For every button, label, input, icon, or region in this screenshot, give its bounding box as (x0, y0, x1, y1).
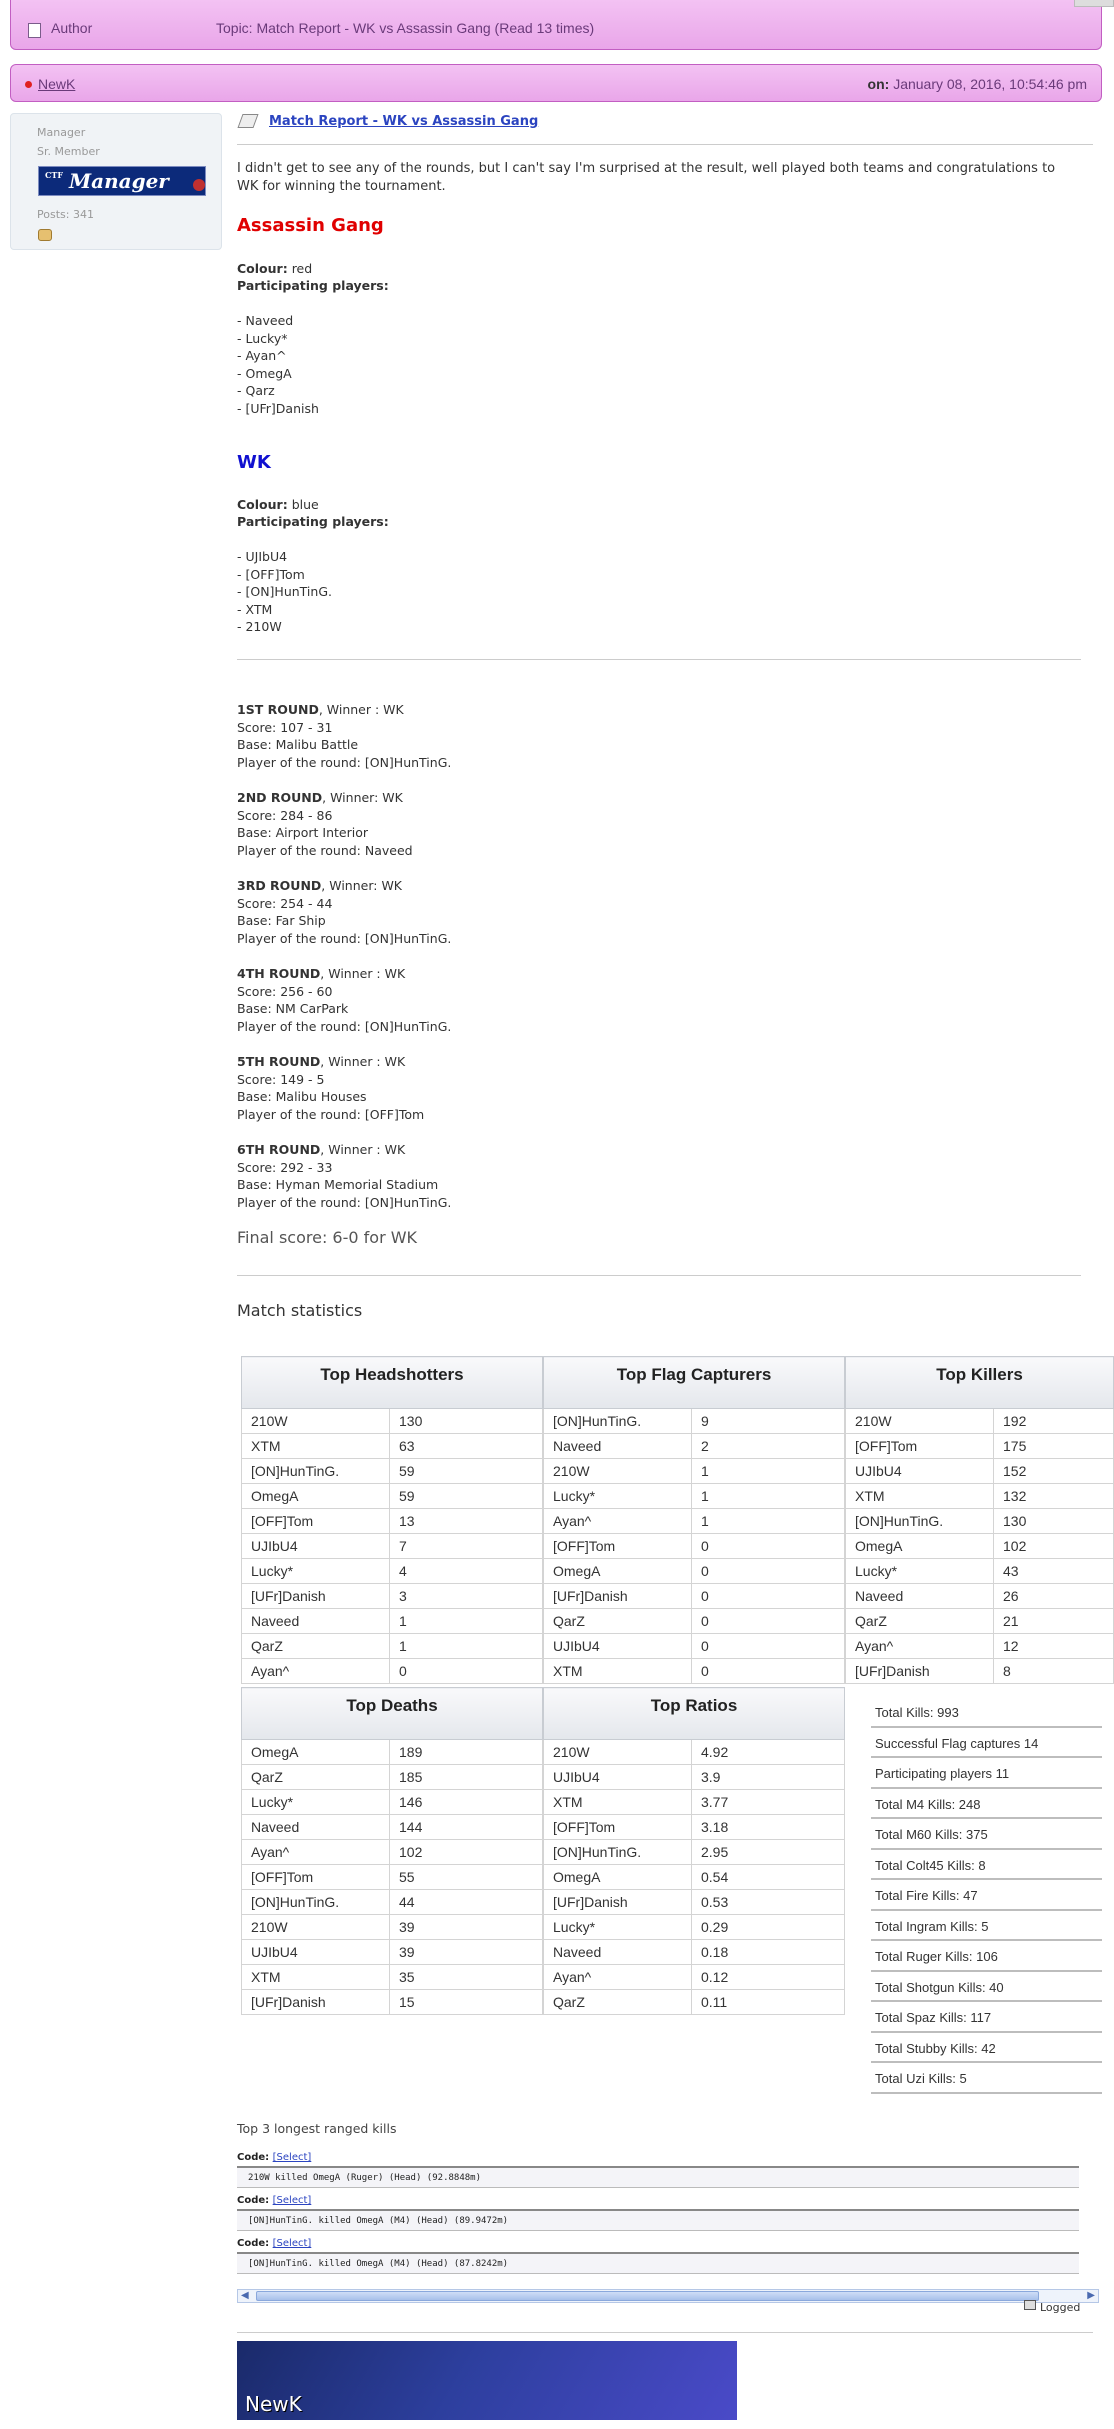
player-name-cell: [UFr]Danish (544, 1584, 692, 1609)
stats-table (241, 1356, 543, 1684)
totals-list (871, 1697, 1102, 2094)
player-name-cell: Naveed (544, 1940, 692, 1965)
round-block (237, 965, 451, 1035)
table-row (544, 1815, 845, 1840)
table-row (544, 1634, 845, 1659)
player-name-cell: [ON]HunTinG. (846, 1509, 994, 1534)
stat-value-cell: 0.18 (692, 1940, 845, 1965)
table-row (242, 1609, 543, 1634)
final-score: Final score: 6-0 for WK (237, 1228, 418, 1247)
stat-value-cell: 1 (390, 1634, 543, 1659)
table-row (242, 1990, 543, 2015)
stat-value-cell: 0 (692, 1659, 845, 1684)
stat-value-cell: 132 (994, 1484, 1114, 1509)
stat-value-cell: 3 (390, 1584, 543, 1609)
stat-value-cell: 12 (994, 1634, 1114, 1659)
stat-value-cell: 189 (390, 1740, 543, 1765)
table-row (544, 1459, 845, 1484)
post-count: Posts: 341 (37, 208, 94, 221)
round-score: Score: 284 - 86 (237, 807, 333, 823)
player-name-cell: Naveed (242, 1815, 390, 1840)
player-name-cell: UJIbU4 (242, 1940, 390, 1965)
table-row (544, 1609, 845, 1634)
table-row (242, 1865, 543, 1890)
scroll-right-icon[interactable]: ▶ (1087, 2290, 1095, 2301)
total-item: Total Ingram Kills: 5 (871, 1911, 1102, 1942)
round-block (237, 701, 451, 771)
stat-value-cell: 0 (692, 1534, 845, 1559)
total-item: Total M60 Kills: 375 (871, 1819, 1102, 1850)
post-header-bar (10, 64, 1102, 102)
author-column-label: Author (51, 20, 93, 36)
round-winner: , Winner : WK (318, 702, 404, 717)
player-name-cell: OmegA (242, 1484, 390, 1509)
topic-title: Topic: Match Report - WK vs Assassin Gang (Read 13 times) (216, 20, 595, 36)
round-player: Player of the round: [ON]HunTinG. (237, 930, 452, 946)
badge-figure-icon (193, 179, 205, 191)
round-base: Base: NM CarPark (237, 1001, 349, 1017)
stat-value-cell: 0 (692, 1634, 845, 1659)
round-title: 6TH ROUND (237, 1142, 321, 1157)
total-item: Total M4 Kills: 248 (871, 1789, 1102, 1820)
round-player: Player of the round: [ON]HunTinG. (237, 1194, 452, 1210)
round-title-line (237, 965, 451, 983)
table-row (242, 1409, 543, 1434)
table-row (544, 1965, 845, 1990)
round-base: Base: Malibu Houses (237, 1089, 367, 1105)
scroll-left-icon[interactable]: ◀ (241, 2290, 249, 2301)
post-subject-link[interactable]: Match Report - WK vs Assassin Gang (269, 114, 539, 129)
stat-value-cell: 102 (994, 1534, 1114, 1559)
player-name-cell: [OFF]Tom (242, 1509, 390, 1534)
section-divider (237, 659, 1081, 660)
participating-players-label: Participating players: (237, 278, 389, 293)
player-name-cell: [ON]HunTinG. (544, 1409, 692, 1434)
subject-divider (237, 144, 1093, 145)
player-name-cell: 210W (242, 1915, 390, 1940)
player-name-cell: [ON]HunTinG. (544, 1840, 692, 1865)
stat-value-cell: 4.92 (692, 1740, 845, 1765)
player-name-cell: Ayan^ (846, 1634, 994, 1659)
section-divider (237, 1275, 1081, 1276)
stat-value-cell: 35 (390, 1965, 543, 1990)
player-name-cell: XTM (544, 1659, 692, 1684)
stats-table (543, 1356, 845, 1684)
stats-table (543, 1687, 845, 2015)
round-base: Base: Hyman Memorial Stadium (237, 1177, 439, 1193)
member-group: Manager (37, 126, 86, 139)
total-item: Total Stubby Kills: 42 (871, 2033, 1102, 2064)
stat-value-cell: 0.54 (692, 1865, 845, 1890)
player-name-cell: 210W (242, 1409, 390, 1434)
stat-value-cell: 9 (692, 1409, 845, 1434)
table-row (544, 1484, 845, 1509)
stat-value-cell: 0.53 (692, 1890, 845, 1915)
logged-label: Logged (1040, 2301, 1081, 2314)
table-row (242, 1559, 543, 1584)
table-row (544, 1509, 845, 1534)
table-row (544, 1940, 845, 1965)
stat-value-cell: 3.18 (692, 1815, 845, 1840)
player-name-cell: UJIbU4 (544, 1634, 692, 1659)
player-name-cell: QarZ (242, 1765, 390, 1790)
stat-value-cell: 21 (994, 1609, 1114, 1634)
post-date-value: January 08, 2016, 10:54:46 pm (893, 76, 1087, 92)
stat-value-cell: 59 (390, 1484, 543, 1509)
stat-value-cell: 102 (390, 1840, 543, 1865)
round-player: Player of the round: [ON]HunTinG. (237, 1018, 452, 1034)
table-row (242, 1940, 543, 1965)
table-row (846, 1534, 1114, 1559)
top-scroll-edge (1074, 0, 1114, 7)
stat-value-cell: 2.95 (692, 1840, 845, 1865)
table-row (242, 1434, 543, 1459)
round-title: 5TH ROUND (237, 1054, 321, 1069)
player-name-cell: UJIbU4 (846, 1459, 994, 1484)
table-row (544, 1990, 845, 2015)
table-row (544, 1765, 845, 1790)
code-block: [ON]HunTinG. killed OmegA (M4) (Head) (87.8242m) (237, 2252, 1079, 2274)
stat-value-cell: 13 (390, 1509, 543, 1534)
table-row (846, 1609, 1114, 1634)
player-name-cell: Naveed (242, 1609, 390, 1634)
player-name-cell: 210W (846, 1409, 994, 1434)
badge-text: Manager (69, 169, 169, 193)
table-row (846, 1634, 1114, 1659)
round-title-line (237, 1141, 451, 1159)
round-base: Base: Far Ship (237, 913, 326, 929)
table-row (544, 1409, 845, 1434)
table-row (242, 1840, 543, 1865)
team-name-wk: WK (237, 452, 271, 473)
stat-value-cell: 192 (994, 1409, 1114, 1434)
profile-icon[interactable] (38, 229, 52, 241)
player-name-cell: Ayan^ (242, 1840, 390, 1865)
stats-table (241, 1687, 543, 2015)
post-date-label: on: (867, 76, 890, 92)
round-base: Base: Malibu Battle (237, 737, 359, 753)
table-row (846, 1559, 1114, 1584)
colour-label: Colour: (237, 261, 288, 276)
round-title: 2ND ROUND (237, 790, 323, 805)
stat-value-cell: 44 (390, 1890, 543, 1915)
code-block: 210W killed OmegA (Ruger) (Head) (92.8848m) (237, 2166, 1079, 2188)
round-winner: , Winner : WK (320, 1054, 406, 1069)
code-select-link[interactable]: [Select] (272, 2195, 312, 2206)
table-row (846, 1584, 1114, 1609)
round-winner: , Winner : WK (320, 1142, 406, 1157)
stat-value-cell: 26 (994, 1584, 1114, 1609)
poster-username-link[interactable]: NewK (38, 76, 76, 92)
table-row (846, 1434, 1114, 1459)
stat-value-cell: 39 (390, 1940, 543, 1965)
round-title-line (237, 789, 413, 807)
player-name-cell: [OFF]Tom (544, 1534, 692, 1559)
player-name-cell: OmegA (242, 1740, 390, 1765)
stat-value-cell: 0 (692, 1559, 845, 1584)
player-name-cell: UJIbU4 (544, 1765, 692, 1790)
manager-badge-image (38, 166, 206, 196)
topic-header-bar (10, 0, 1102, 50)
table-row (544, 1790, 845, 1815)
round-winner: , Winner: WK (321, 878, 402, 893)
player-name-cell: Lucky* (544, 1915, 692, 1940)
player-name-cell: [OFF]Tom (544, 1815, 692, 1840)
player-name-cell: Lucky* (846, 1559, 994, 1584)
match-statistics-heading: Match statistics (237, 1301, 363, 1320)
stats-table-title: Top Killers (846, 1357, 1114, 1409)
table-row (242, 1765, 543, 1790)
stat-value-cell: 7 (390, 1534, 543, 1559)
post-intro: I didn't get to see any of the rounds, but I can't say I'm surprised at the result, well played both teams and congratulations to WK for winning the tournament. (237, 161, 1056, 194)
stats-table-title: Top Deaths (242, 1688, 543, 1740)
table-row (242, 1965, 543, 1990)
code-header (237, 2195, 311, 2206)
stat-value-cell: 3.77 (692, 1790, 845, 1815)
player-name-cell: QarZ (544, 1990, 692, 2015)
signature-text: NewK (245, 2392, 302, 2416)
table-row (544, 1659, 845, 1684)
player-name-cell: [UFr]Danish (544, 1890, 692, 1915)
stat-value-cell: 130 (390, 1409, 543, 1434)
player-name-cell: XTM (544, 1790, 692, 1815)
team-colour-line (237, 496, 319, 514)
player-name-cell: XTM (242, 1434, 390, 1459)
stat-value-cell: 8 (994, 1659, 1114, 1684)
table-row (846, 1459, 1114, 1484)
total-item: Total Spaz Kills: 117 (871, 2002, 1102, 2033)
stat-value-cell: 43 (994, 1559, 1114, 1584)
table-row (544, 1890, 845, 1915)
player-name-cell: Lucky* (544, 1484, 692, 1509)
stat-value-cell: 152 (994, 1459, 1114, 1484)
table-row (544, 1584, 845, 1609)
stat-value-cell: 15 (390, 1990, 543, 2015)
round-winner: , Winner : WK (320, 966, 406, 981)
total-item: Successful Flag captures 14 (871, 1728, 1102, 1759)
table-row (544, 1740, 845, 1765)
player-name-cell: UJIbU4 (242, 1534, 390, 1559)
stat-value-cell: 0.11 (692, 1990, 845, 2015)
total-item: Total Fire Kills: 47 (871, 1880, 1102, 1911)
round-block (237, 789, 413, 859)
stat-value-cell: 1 (692, 1459, 845, 1484)
stat-value-cell: 55 (390, 1865, 543, 1890)
total-item: Total Kills: 993 (871, 1697, 1102, 1728)
stat-value-cell: 39 (390, 1915, 543, 1940)
table-row (544, 1915, 845, 1940)
code-select-link[interactable]: [Select] (272, 2238, 312, 2249)
table-row (242, 1459, 543, 1484)
stat-value-cell: 146 (390, 1790, 543, 1815)
round-title: 1ST ROUND (237, 702, 319, 717)
player-name-cell: [ON]HunTinG. (242, 1459, 390, 1484)
stats-table-title: Top Flag Capturers (544, 1357, 845, 1409)
round-block (237, 877, 451, 947)
round-title-line (237, 701, 451, 719)
table-row (242, 1890, 543, 1915)
signature-divider (237, 2332, 1093, 2333)
code-label: Code: (237, 2238, 270, 2249)
round-base: Base: Airport Interior (237, 825, 368, 841)
table-row (846, 1409, 1114, 1434)
round-title: 4TH ROUND (237, 966, 321, 981)
team-player-list: - Naveed - Lucky* - Ayan^ - OmegA - Qarz - [UFr]Danish (237, 313, 319, 416)
team-colour: blue (291, 497, 319, 512)
round-player: Player of the round: [ON]HunTinG. (237, 754, 452, 770)
table-row (846, 1484, 1114, 1509)
stat-value-cell: 0 (390, 1659, 543, 1684)
player-name-cell: QarZ (846, 1609, 994, 1634)
post-date (868, 76, 1087, 92)
team-colour: red (291, 261, 313, 276)
code-label: Code: (237, 2195, 270, 2206)
player-name-cell: [OFF]Tom (846, 1434, 994, 1459)
round-score: Score: 292 - 33 (237, 1159, 333, 1175)
player-name-cell: OmegA (846, 1534, 994, 1559)
stat-value-cell: 144 (390, 1815, 543, 1840)
round-score: Score: 256 - 60 (237, 983, 333, 999)
player-name-cell: XTM (846, 1484, 994, 1509)
stats-table-title: Top Ratios (544, 1688, 845, 1740)
table-row (544, 1865, 845, 1890)
post-subject-icon (237, 114, 258, 128)
topic-icon (28, 23, 41, 38)
signature-banner (237, 2341, 737, 2420)
table-row (544, 1559, 845, 1584)
horizontal-scrollbar[interactable] (237, 2289, 1099, 2303)
round-title-line (237, 1053, 424, 1071)
table-row (544, 1434, 845, 1459)
player-name-cell: QarZ (242, 1634, 390, 1659)
table-row (242, 1534, 543, 1559)
stat-value-cell: 0.12 (692, 1965, 845, 1990)
player-name-cell: QarZ (544, 1609, 692, 1634)
player-name-cell: Ayan^ (544, 1965, 692, 1990)
code-label: Code: (237, 2152, 270, 2163)
stat-value-cell: 0.29 (692, 1915, 845, 1940)
round-block (237, 1141, 451, 1211)
scrollbar-thumb[interactable] (256, 2291, 1039, 2301)
member-rank: Sr. Member (37, 145, 100, 158)
team-colour-line (237, 260, 312, 278)
code-header (237, 2152, 311, 2163)
stat-value-cell: 4 (390, 1559, 543, 1584)
colour-label: Colour: (237, 497, 288, 512)
logged-icon (1024, 2300, 1036, 2310)
player-name-cell: Lucky* (242, 1790, 390, 1815)
stat-value-cell: 1 (692, 1484, 845, 1509)
player-name-cell: OmegA (544, 1559, 692, 1584)
participating-players-label: Participating players: (237, 514, 389, 529)
badge-small-text: CTF (45, 170, 63, 180)
player-name-cell: Naveed (544, 1434, 692, 1459)
ranged-kills-heading: Top 3 longest ranged kills (237, 2121, 397, 2136)
player-name-cell: Lucky* (242, 1559, 390, 1584)
player-name-cell: XTM (242, 1965, 390, 1990)
stat-value-cell: 1 (692, 1509, 845, 1534)
table-row (242, 1790, 543, 1815)
player-name-cell: 210W (544, 1459, 692, 1484)
total-item: Total Colt45 Kills: 8 (871, 1850, 1102, 1881)
round-score: Score: 254 - 44 (237, 895, 333, 911)
round-block (237, 1053, 424, 1123)
stat-value-cell: 0 (692, 1609, 845, 1634)
player-name-cell: [ON]HunTinG. (242, 1890, 390, 1915)
total-item: Total Uzi Kills: 5 (871, 2063, 1102, 2094)
team-name-assassin-gang: Assassin Gang (237, 215, 384, 236)
table-row (544, 1534, 845, 1559)
player-name-cell: [OFF]Tom (242, 1865, 390, 1890)
table-row (242, 1509, 543, 1534)
table-row (846, 1659, 1114, 1684)
table-row (544, 1840, 845, 1865)
table-row (242, 1659, 543, 1684)
player-name-cell: Naveed (846, 1584, 994, 1609)
round-winner: , Winner: WK (322, 790, 403, 805)
stats-table (845, 1356, 1114, 1684)
table-row (242, 1634, 543, 1659)
stat-value-cell: 3.9 (692, 1765, 845, 1790)
round-score: Score: 149 - 5 (237, 1071, 325, 1087)
code-block: [ON]HunTinG. killed OmegA (M4) (Head) (89.9472m) (237, 2209, 1079, 2231)
player-name-cell: [UFr]Danish (242, 1990, 390, 2015)
poster-profile (10, 113, 222, 250)
stat-value-cell: 63 (390, 1434, 543, 1459)
table-row (846, 1509, 1114, 1534)
player-name-cell: [UFr]Danish (242, 1584, 390, 1609)
player-name-cell: 210W (544, 1740, 692, 1765)
table-row (242, 1915, 543, 1940)
stat-value-cell: 185 (390, 1765, 543, 1790)
round-player: Player of the round: Naveed (237, 842, 413, 858)
stats-table-title: Top Headshotters (242, 1357, 543, 1409)
round-title: 3RD ROUND (237, 878, 322, 893)
table-row (242, 1740, 543, 1765)
team-player-list: - UJIbU4 - [OFF]Tom - [ON]HunTinG. - XTM - 210W (237, 549, 332, 635)
stat-value-cell: 2 (692, 1434, 845, 1459)
round-player: Player of the round: [OFF]Tom (237, 1106, 425, 1122)
stat-value-cell: 130 (994, 1509, 1114, 1534)
player-name-cell: Ayan^ (242, 1659, 390, 1684)
code-header (237, 2238, 311, 2249)
table-row (242, 1484, 543, 1509)
total-item: Total Shotgun Kills: 40 (871, 1972, 1102, 2003)
table-row (242, 1584, 543, 1609)
total-item: Total Ruger Kills: 106 (871, 1941, 1102, 1972)
player-name-cell: [UFr]Danish (846, 1659, 994, 1684)
player-name-cell: Ayan^ (544, 1509, 692, 1534)
stat-value-cell: 175 (994, 1434, 1114, 1459)
player-name-cell: OmegA (544, 1865, 692, 1890)
code-select-link[interactable]: [Select] (272, 2152, 312, 2163)
total-item: Participating players 11 (871, 1758, 1102, 1789)
table-row (242, 1815, 543, 1840)
online-status-icon (25, 81, 32, 88)
stat-value-cell: 0 (692, 1584, 845, 1609)
stat-value-cell: 59 (390, 1459, 543, 1484)
stat-value-cell: 1 (390, 1609, 543, 1634)
round-title-line (237, 877, 451, 895)
round-score: Score: 107 - 31 (237, 719, 333, 735)
